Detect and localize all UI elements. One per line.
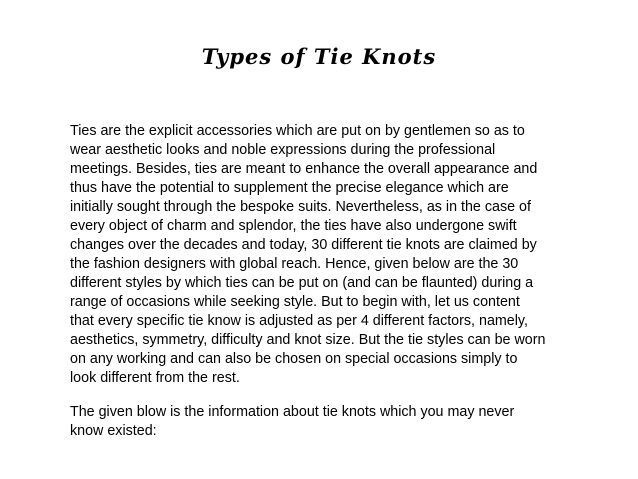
paragraph-line: that every specific tie know is adjusted as per 4 different factors, namely, [70, 313, 528, 329]
paragraph-line: thus have the potential to supplement the precise elegance which are [70, 180, 509, 196]
paragraph-line: The given blow is the information about tie knots which you may never [70, 404, 515, 420]
paragraph-line: every object of charm and splendor, the ties have also undergone swift [70, 218, 517, 234]
paragraph-line: range of occasions while seeking style. But to begin with, let us content [70, 294, 520, 310]
paragraph-line: on any working and can also be chosen on special occasions simply to [70, 351, 518, 367]
paragraph-line: Ties are the explicit accessories which are put on by gentlemen so as to [70, 123, 525, 139]
paragraph-line: know existed: [70, 423, 157, 439]
paragraph-line: aesthetics, symmetry, difficulty and knot size. But the tie styles can be worn [70, 332, 546, 348]
paragraph-line: changes over the decades and today, 30 different tie knots are claimed by [70, 237, 537, 253]
intro-paragraph [70, 122, 570, 388]
paragraph-line: meetings. Besides, ties are meant to enhance the overall appearance and [70, 161, 538, 177]
page-title: Types of Tie Knots [201, 44, 437, 69]
paragraph-line: wear aesthetic looks and noble expressions during the professional [70, 142, 496, 158]
paragraph-line: look different from the rest. [70, 370, 240, 386]
paragraph-line: the fashion designers with global reach. Hence, given below are the 30 [70, 256, 519, 272]
paragraph-line: initially sought through the bespoke suits. Nevertheless, as in the case of [70, 199, 531, 215]
closing-paragraph [70, 403, 570, 441]
paragraph-line: different styles by which ties can be put on (and can be flaunted) during a [70, 275, 534, 291]
